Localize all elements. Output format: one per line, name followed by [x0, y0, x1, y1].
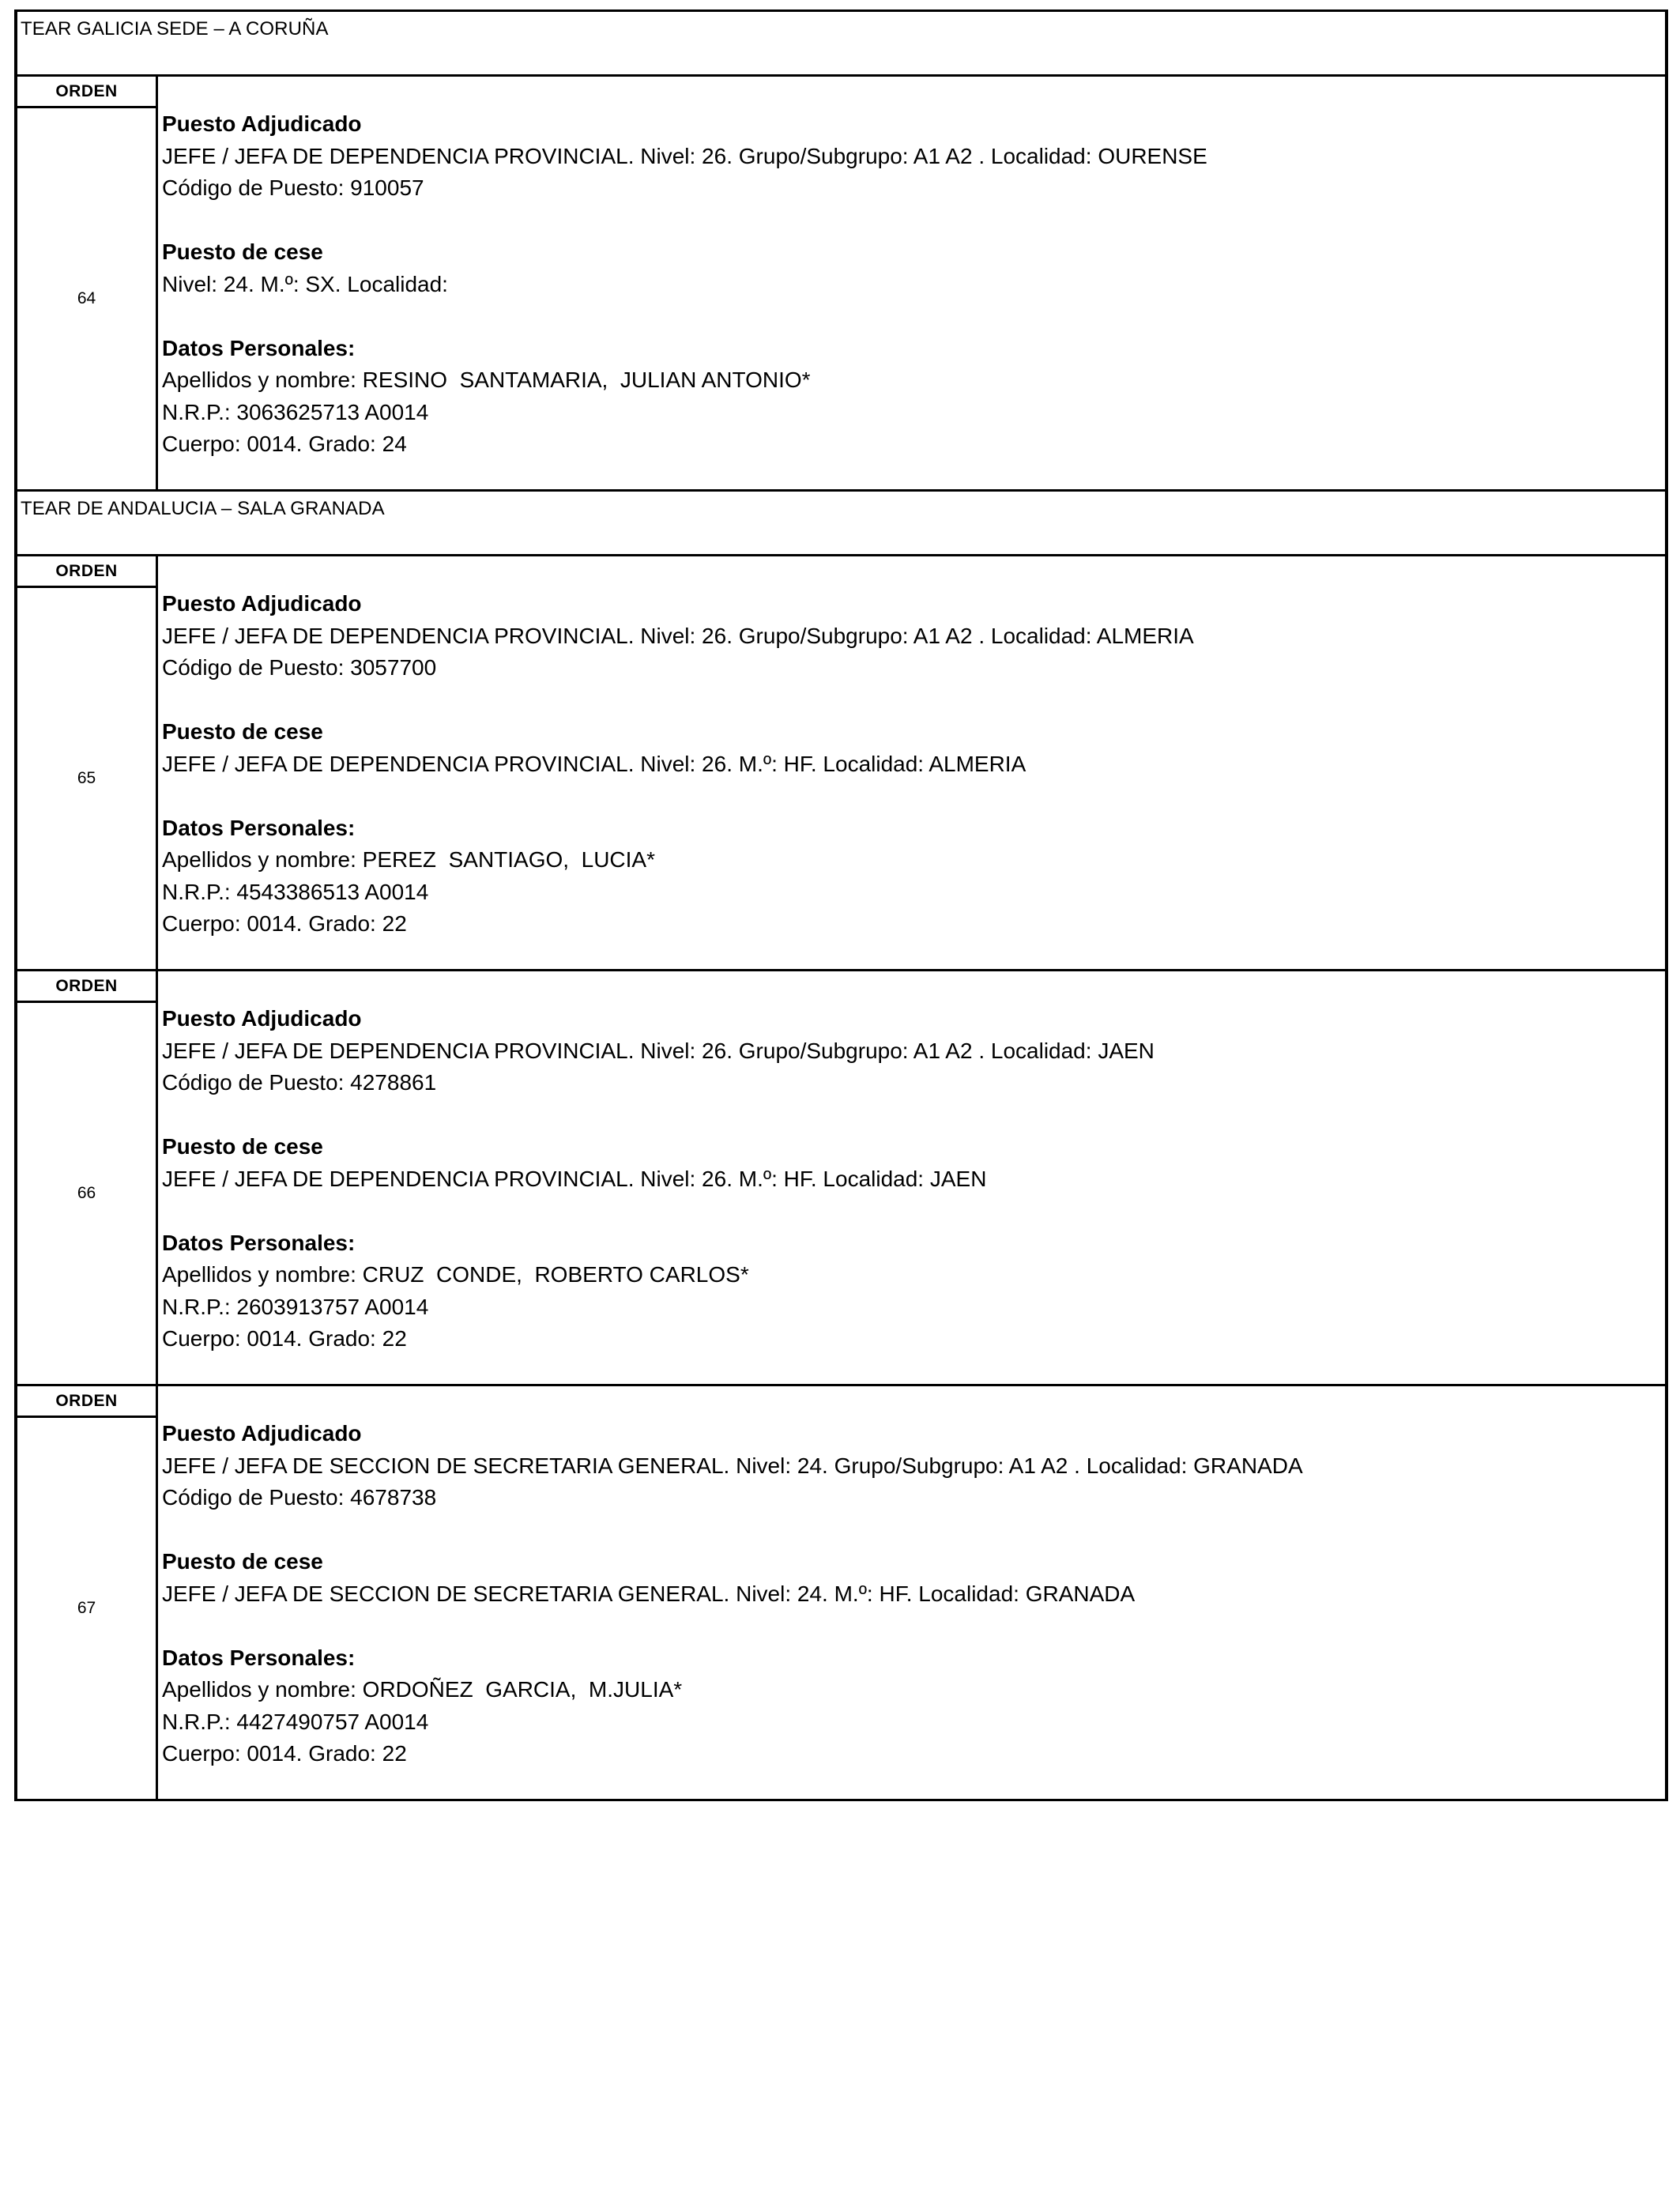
- datos-cuerpo: Cuerpo: 0014. Grado: 22: [162, 1326, 407, 1351]
- adjudicado-position: JEFE / JEFA DE DEPENDENCIA PROVINCIAL. Nivel: 26. Grupo/Subgrupo: A1 A2 . Localidad: ALMERIA: [162, 623, 1194, 648]
- adjudicado-code: Código de Puesto: 910057: [162, 175, 424, 200]
- datos-nrp: N.R.P.: 4427490757 A0014: [162, 1709, 429, 1734]
- table-row: [17, 971, 1665, 1386]
- datos-heading: Datos Personales:: [162, 1645, 356, 1670]
- orden-column: [17, 971, 158, 1384]
- table-row: [17, 556, 1665, 971]
- datos-nombre: Apellidos y nombre: PEREZ SANTIAGO, LUCIA*: [162, 847, 655, 872]
- datos-nrp: N.R.P.: 3063625713 A0014: [162, 399, 429, 424]
- orden-number: 65: [77, 769, 96, 787]
- adjudicado-heading: Puesto Adjudicado: [162, 1006, 362, 1031]
- adjudicado-position: JEFE / JEFA DE DEPENDENCIA PROVINCIAL. Nivel: 26. Grupo/Subgrupo: A1 A2 . Localidad: OURENSE: [162, 143, 1207, 168]
- orden-number: 67: [77, 1599, 96, 1617]
- adjudicado-code: Código de Puesto: 4278861: [162, 1070, 437, 1095]
- orden-number: 66: [77, 1184, 96, 1202]
- cese-position: JEFE / JEFA DE SECCION DE SECRETARIA GENERAL. Nivel: 24. M.º: HF. Localidad: GRANADA: [162, 1581, 1136, 1606]
- cese-heading: Puesto de cese: [162, 1549, 323, 1574]
- adjudicado-heading: Puesto Adjudicado: [162, 1421, 362, 1446]
- section-header: [17, 12, 1665, 77]
- entry-details: [158, 77, 1665, 489]
- section-title: TEAR GALICIA SEDE – A CORUÑA: [21, 18, 329, 40]
- orden-column: [17, 77, 158, 489]
- datos-heading: Datos Personales:: [162, 815, 356, 840]
- adjudicado-position: JEFE / JEFA DE SECCION DE SECRETARIA GENERAL. Nivel: 24. Grupo/Subgrupo: A1 A2 . Localidad: GRANADA: [162, 1453, 1303, 1478]
- adjudicado-heading: Puesto Adjudicado: [162, 111, 362, 136]
- entry-details: [158, 1386, 1665, 1799]
- cese-heading: Puesto de cese: [162, 719, 323, 744]
- orden-label: ORDEN: [17, 1386, 156, 1418]
- table-row: [17, 77, 1665, 492]
- datos-nombre: Apellidos y nombre: CRUZ CONDE, ROBERTO CARLOS*: [162, 1262, 749, 1287]
- cese-position: JEFE / JEFA DE DEPENDENCIA PROVINCIAL. Nivel: 26. M.º: HF. Localidad: JAEN: [162, 1166, 987, 1191]
- resolution-table: [14, 9, 1668, 1801]
- datos-cuerpo: Cuerpo: 0014. Grado: 22: [162, 911, 407, 936]
- datos-heading: Datos Personales:: [162, 1230, 356, 1255]
- datos-cuerpo: Cuerpo: 0014. Grado: 22: [162, 1741, 407, 1766]
- section-header: [17, 492, 1665, 556]
- datos-cuerpo: Cuerpo: 0014. Grado: 24: [162, 432, 407, 456]
- orden-column: [17, 556, 158, 969]
- orden-number: 64: [77, 289, 96, 307]
- cese-position: JEFE / JEFA DE DEPENDENCIA PROVINCIAL. Nivel: 26. M.º: HF. Localidad: ALMERIA: [162, 751, 1026, 776]
- datos-nrp: N.R.P.: 2603913757 A0014: [162, 1294, 429, 1319]
- adjudicado-code: Código de Puesto: 3057700: [162, 655, 437, 680]
- adjudicado-code: Código de Puesto: 4678738: [162, 1485, 437, 1510]
- datos-nrp: N.R.P.: 4543386513 A0014: [162, 879, 429, 904]
- orden-label: ORDEN: [17, 971, 156, 1003]
- entry-details: [158, 971, 1665, 1384]
- cese-position: Nivel: 24. M.º: SX. Localidad:: [162, 271, 448, 296]
- section-title: TEAR DE ANDALUCIA – SALA GRANADA: [21, 498, 385, 519]
- datos-heading: Datos Personales:: [162, 335, 356, 360]
- adjudicado-position: JEFE / JEFA DE DEPENDENCIA PROVINCIAL. Nivel: 26. Grupo/Subgrupo: A1 A2 . Localidad: JAEN: [162, 1038, 1155, 1063]
- datos-nombre: Apellidos y nombre: RESINO SANTAMARIA, JULIAN ANTONIO*: [162, 368, 811, 392]
- cese-heading: Puesto de cese: [162, 1134, 323, 1159]
- datos-nombre: Apellidos y nombre: ORDOÑEZ GARCIA, M.JULIA*: [162, 1677, 683, 1702]
- cese-heading: Puesto de cese: [162, 239, 323, 264]
- orden-label: ORDEN: [17, 77, 156, 108]
- adjudicado-heading: Puesto Adjudicado: [162, 591, 362, 616]
- table-row: [17, 1386, 1665, 1801]
- orden-label: ORDEN: [17, 556, 156, 588]
- entry-details: [158, 556, 1665, 969]
- orden-column: [17, 1386, 158, 1799]
